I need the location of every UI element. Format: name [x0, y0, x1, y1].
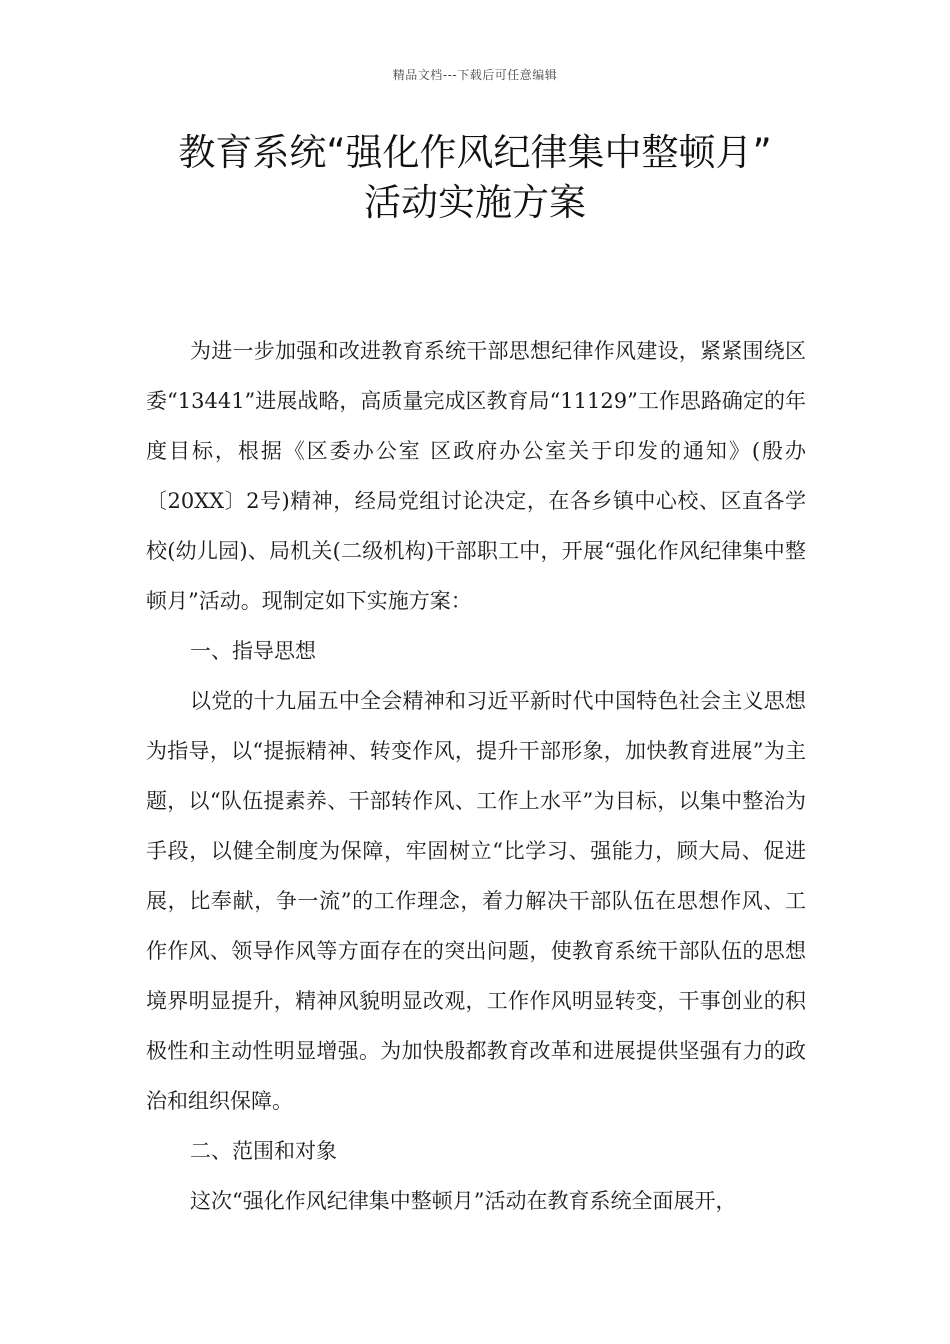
- title-line-2: 活动实施方案: [364, 181, 586, 224]
- intro-paragraph: 为进一步加强和改进教育系统干部思想纪律作风建设，紧紧围绕区委“13441”进展战略，高质量完成区教育局“11129”工作思路确定的年度目标，根据《区委办公室 区政府办公室关于印发的通知》(殷办〔20XX〕2号)精神，经局党组讨论决定，在各乡镇中心校、区直各学校(幼儿园)、局机关(二级机构)干部职工中，开展“强化作风纪律集中整顿月”活动。现制定如下实施方案：: [146, 339, 806, 613]
- guiding-ideology-paragraph: 以党的十九届五中全会精神和习近平新时代中国特色社会主义思想为指导，以“提振精神、转变作风，提升干部形象，加快教育进展”为主题，以“队伍提素养、干部转作风、工作上水平”为目标，以集中整治为手段，以健全制度为保障，牢固树立“比学习、强能力，顾大局、促进展，比奉献，争一流”的工作理念，着力解决干部队伍在思想作风、工作作风、领导作风等方面存在的突出问题，使教育系统干部队伍的思想境界明显提升，精神风貌明显改观，工作作风明显转变，干事创业的积极性和主动性明显增强。为加快殷都教育改革和进展提供坚强有力的政治和组织保障。: [146, 689, 806, 1113]
- title-line-1: 教育系统“强化作风纪律集中整顿月”: [178, 131, 772, 174]
- document-title: [100, 128, 850, 228]
- scope-paragraph: 这次“强化作风纪律集中整顿月”活动在教育系统全面展开，: [190, 1189, 737, 1213]
- section-heading-guiding-ideology: 一、指导思想: [190, 639, 316, 663]
- section-heading-scope: 二、范围和对象: [190, 1139, 337, 1163]
- header-note: 精品文档---下载后可任意编辑: [392, 68, 558, 82]
- document-body: [146, 326, 806, 1226]
